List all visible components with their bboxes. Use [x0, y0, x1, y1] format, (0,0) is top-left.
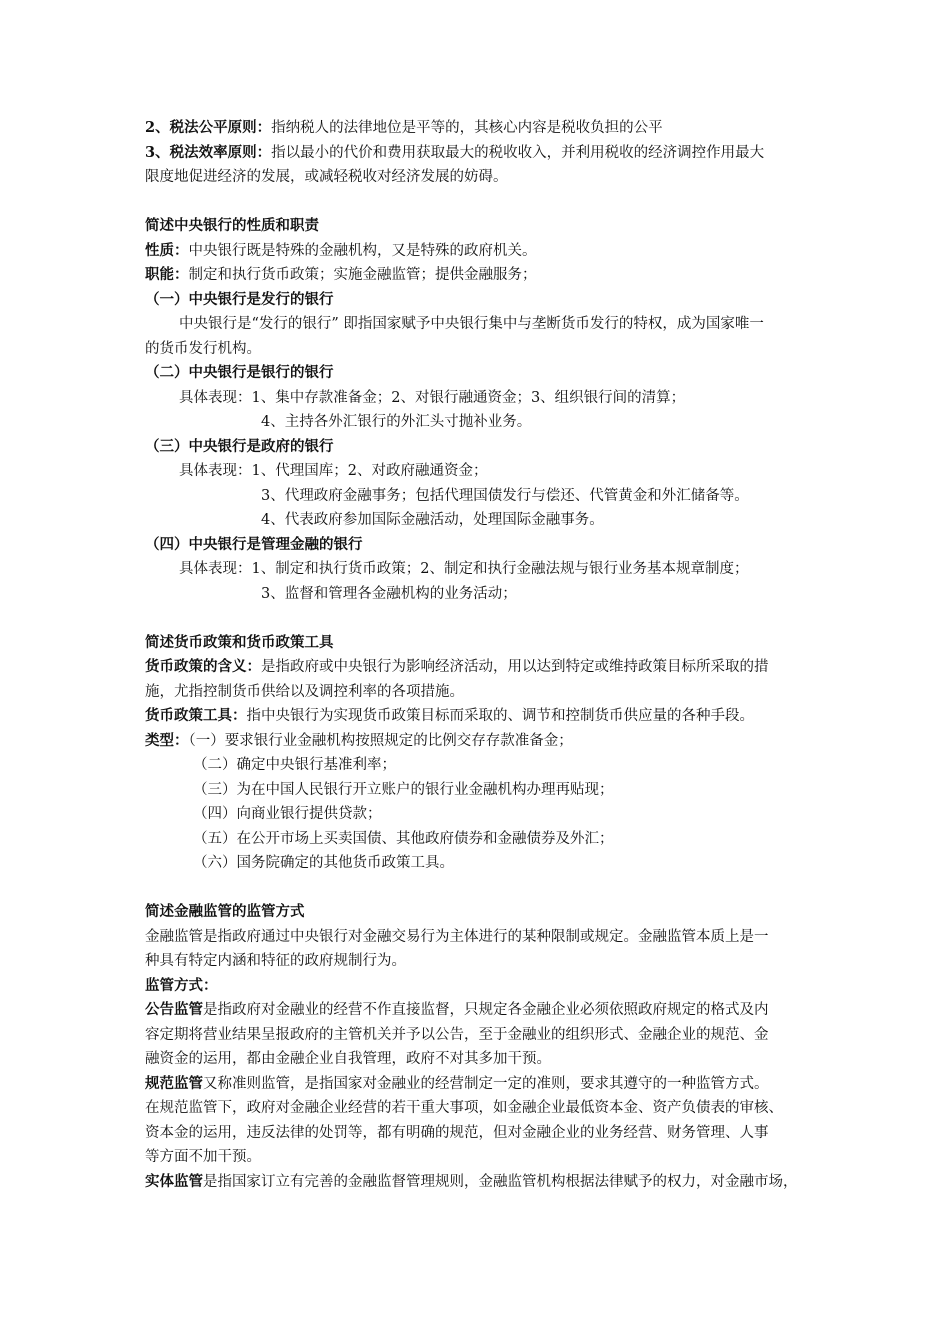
mp-type-item: （一）要求银行业金融机构按照规定的比例交存存款准备金；: [188, 732, 573, 749]
mp-definition-label: 货币政策的含义：: [145, 658, 261, 675]
fs-substantive-line-1: [145, 1170, 865, 1195]
mp-type-item: （五）在公开市场上买卖国债、其他政府债券和金融债券及外汇；: [193, 830, 614, 847]
fs-normative-line-1: [145, 1072, 865, 1097]
tax-fairness-text: 指纳税人的法律地位是平等的，其核心内容是税收负担的公平: [271, 120, 663, 136]
cb-section-3-title: （三）中央银行是政府的银行: [145, 437, 334, 455]
fs-intro-line-1: 金融监管是指政府通过中央银行对金融交易行为主体进行的某种限制或规定。金融监管本质上是一: [145, 928, 769, 945]
mp-types-line: [145, 729, 865, 754]
cb-section-3-line-2: 3、代理政府金融事务；包括代理国债发行与偿还、代管黄金和外汇储备等。: [261, 487, 749, 504]
cb-nature-label: 性质：: [145, 241, 189, 259]
cb-section-2-line-2: 4、主持各外汇银行的外汇头寸抛补业务。: [261, 414, 532, 430]
fs-normative-line-2: 在规范监管下，政府对金融企业经营的若干重大事项，如金融企业最低资本金、资产负债表的审核、: [145, 1100, 783, 1116]
mp-definition-line-2: 施，尤指控制货币供给以及调控利率的各项措施。: [145, 683, 464, 700]
cb-section-2-title: （二）中央银行是银行的银行: [145, 364, 334, 381]
mp-definition-text: 是指政府或中央银行为影响经济活动，用以达到特定或维持政策目标所采取的措: [261, 659, 769, 675]
mp-type-item: （四）向商业银行提供贷款；: [193, 806, 382, 822]
tax-efficiency-line: [145, 141, 865, 166]
fs-announcement-line-3: 融资金的运用，都由金融企业自我管理，政府不对其多加干预。: [145, 1051, 551, 1067]
cb-section-1-line-2: 的货币发行机构。: [145, 340, 261, 357]
mp-type-item: （六）国务院确定的其他货币政策工具。: [193, 855, 454, 871]
cb-duty-label: 职能：: [145, 266, 189, 283]
fs-substantive-text: 是指国家订立有完善的金融监督管理规则，金融监管机构根据法律赋予的权力，对金融市场，: [203, 1173, 798, 1190]
fs-normative-line-3: 资本金的运用，违反法律的处罚等，都有明确的规范，但对金融企业的业务经营、财务管理、人事: [145, 1124, 769, 1141]
mp-types-label: 类型：: [145, 731, 189, 749]
cb-section-4-title: （四）中央银行是管理金融的银行: [145, 535, 363, 553]
mp-type-item: （三）为在中国人民银行开立账户的银行业金融机构办理再贴现；: [193, 781, 614, 798]
document-body: [145, 116, 865, 1194]
fs-normative-text: 又称准则监管，是指国家对金融业的经营制定一定的准则，要求其遵守的一种监管方式。: [203, 1075, 769, 1092]
mp-type-item: （二）确定中央银行基准利率；: [193, 757, 396, 773]
tax-efficiency-line-2: 限度地促进经济的发展，或减轻税收对经济发展的妨碍。: [145, 169, 508, 185]
mp-tools-text: 指中央银行为实现货币政策目标而采取的、调节和控制货币供应量的各种手段。: [246, 708, 754, 724]
fs-intro-line-2: 种具有特定内涵和特征的政府规制行为。: [145, 953, 406, 969]
cb-section-3-line-1: 具体表现：1、代理国库；2、对政府融通资金；: [179, 463, 488, 479]
tax-fairness-line: [145, 116, 865, 141]
cb-nature-text: 中央银行既是特殊的金融机构，又是特殊的政府机关。: [188, 242, 537, 259]
cb-section-4-line-1: 具体表现：1、制定和执行货币政策；2、制定和执行金融法规与银行业务基本规章制度；: [179, 561, 749, 577]
fs-announcement-text: 是指政府对金融业的经营不作直接监督，只规定各金融企业必须依照政府规定的格式及内: [203, 1002, 769, 1018]
fs-announcement-line-1: [145, 998, 865, 1023]
spacer: [145, 190, 865, 215]
cb-duty-text: 制定和执行货币政策；实施金融监管；提供金融服务；: [188, 267, 537, 283]
fs-announcement-line-2: 容定期将营业结果呈报政府的主管机关并予以公告，至于金融业的组织形式、金融企业的规范、金: [145, 1026, 769, 1043]
fs-normative-line-4: 等方面不加干预。: [145, 1149, 261, 1165]
cb-nature-line: [145, 239, 865, 264]
monetary-policy-heading: 简述货币政策和货币政策工具: [145, 633, 334, 651]
cb-section-1-title: （一）中央银行是发行的银行: [145, 290, 334, 308]
central-bank-heading: 简述中央银行的性质和职责: [145, 217, 319, 234]
financial-supervision-heading: 简述金融监管的监管方式: [145, 903, 305, 920]
tax-fairness-label: 2、税法公平原则：: [145, 119, 272, 136]
spacer: [145, 876, 865, 901]
tax-efficiency-text: 指以最小的代价和费用获取最大的税收收入，并利用税收的经济调控作用最大: [271, 144, 765, 161]
fs-normative-label: 规范监管: [145, 1074, 203, 1092]
cb-section-4-line-2: 3、监督和管理各金融机构的业务活动；: [261, 585, 517, 602]
mp-definition-line: [145, 655, 865, 680]
mp-tools-label: 货币政策工具：: [145, 707, 247, 724]
spacer: [145, 606, 865, 631]
cb-section-3-line-3: 4、代表政府参加国际金融活动，处理国际金融事务。: [261, 512, 604, 528]
fs-ways-label: 监管方式：: [145, 976, 218, 994]
tax-efficiency-label: 3、税法效率原则：: [145, 143, 272, 161]
cb-section-1-line-1: 中央银行是“发行的银行” 即指国家赋予中央银行集中与垄断货币发行的特权，成为国家唯一: [179, 316, 764, 332]
fs-substantive-label: 实体监管: [145, 1172, 203, 1190]
mp-tools-line: [145, 704, 865, 729]
cb-section-2-line-1: 具体表现：1、集中存款准备金；2、对银行融通资金；3、组织银行间的清算；: [179, 389, 686, 406]
cb-duty-line: [145, 263, 865, 288]
fs-announcement-label: 公告监管: [145, 1001, 203, 1018]
